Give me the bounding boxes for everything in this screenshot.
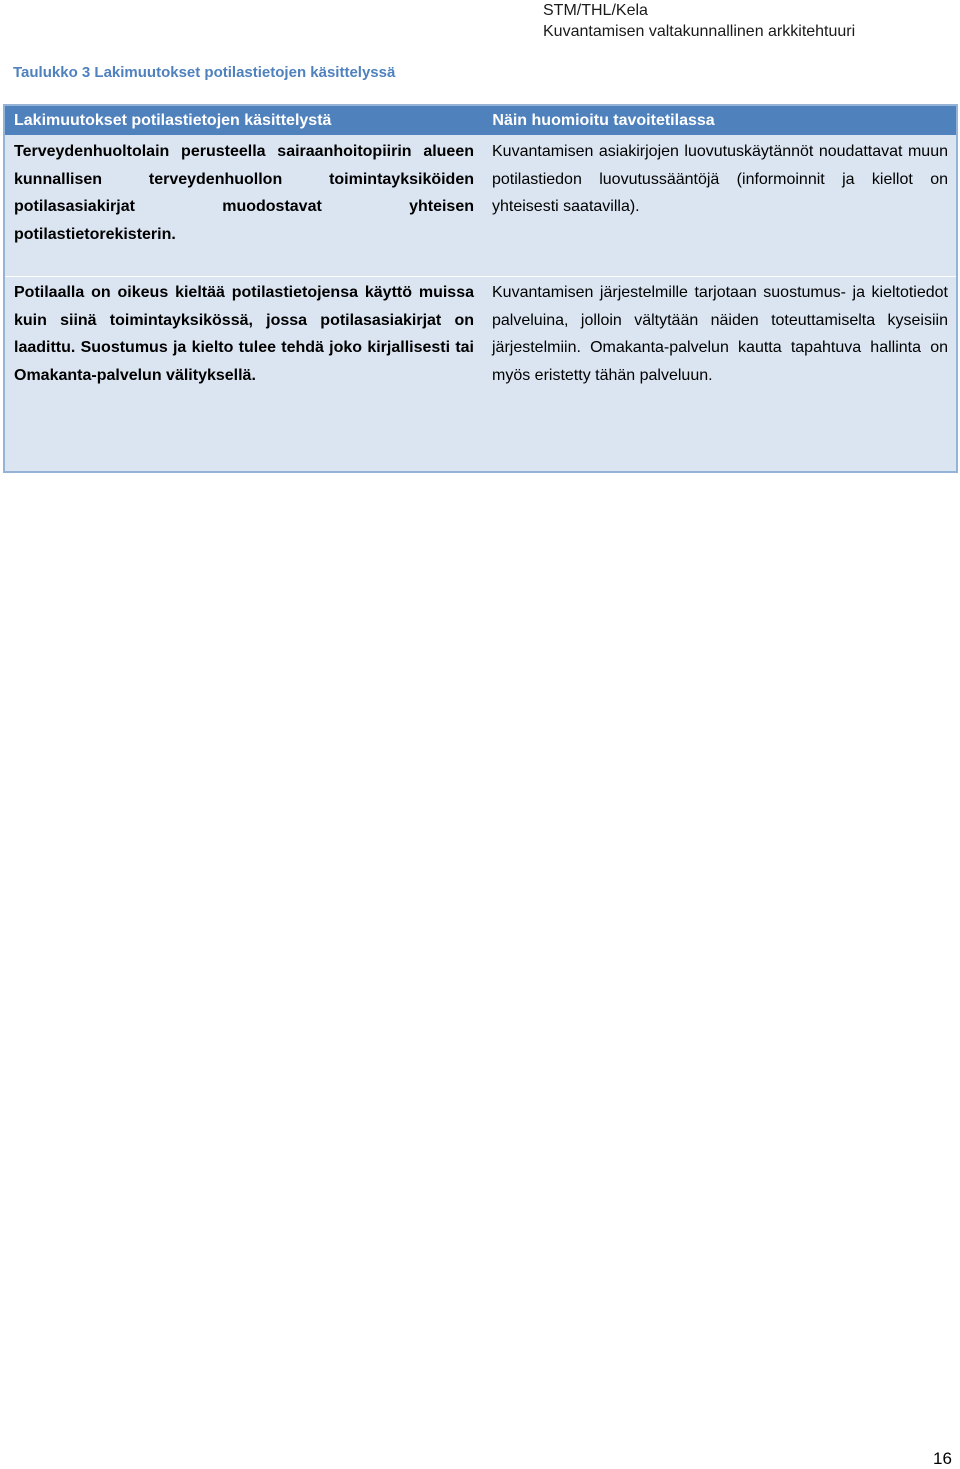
column-header-law-changes: Lakimuutokset potilastietojen käsittelystä <box>14 111 332 129</box>
page-header <box>543 0 855 42</box>
table-row <box>5 277 956 471</box>
table-row <box>5 135 956 276</box>
header-document-title: Kuvantamisen valtakunnallinen arkkitehtuuri <box>543 23 856 40</box>
law-change-cell: Potilaalla on oikeus kieltää potilastietojensa käyttö muissa kuin siinä toimintayksikössä, jossa potilasasiakirjat on laadittu. Suostumus ja kielto tulee tehdä joko kirjallisesti tai Omakanta-palvelun välityksellä. <box>14 284 474 384</box>
table-caption: Taulukko 3 Lakimuutokset potilastietojen käsittelyssä <box>13 64 396 81</box>
column-header-target-state: Näin huomioitu tavoitetilassa <box>492 111 715 129</box>
header-organization: STM/THL/Kela <box>543 2 648 19</box>
table-header-row <box>5 106 956 135</box>
target-state-cell: Kuvantamisen asiakirjojen luovutuskäytännöt noudattavat muun potilastiedon luovutussääntöjä (informoinnit ja kiellot on yhteisesti saatavilla). <box>492 143 948 215</box>
law-changes-table <box>3 104 958 473</box>
page-number: 16 <box>933 1449 952 1468</box>
target-state-cell: Kuvantamisen järjestelmille tarjotaan suostumus- ja kieltotiedot palveluina, jolloin vältytään näiden toteuttamiselta kyseisiin järjestelmiin. Omakanta-palvelun kautta tapahtuva hallinta on myös eristetty tähän palveluun. <box>492 284 948 384</box>
law-change-cell: Terveydenhuoltolain perusteella sairaanhoitopiirin alueen kunnallisen terveydenhuollon toimintayksiköiden potilasasiakirjat muodostavat yhteisen potilastietorekisterin. <box>14 143 474 243</box>
